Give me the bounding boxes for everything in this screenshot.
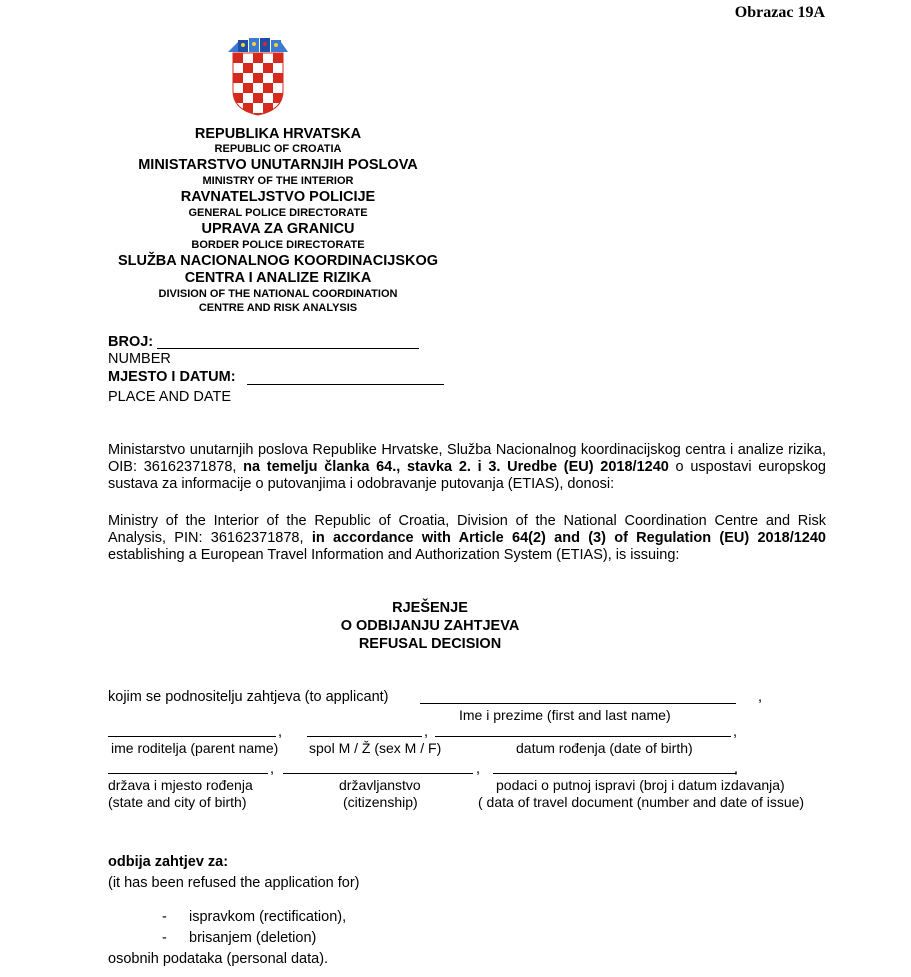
comma: , [734,761,739,777]
intro-en-part-2: establishing a European Travel Information and Authorization System (ETIAS), is issuing: [108,547,680,563]
comma: , [278,724,283,740]
applicant-name-label: Ime i prezime (first and last name) [459,707,671,723]
intro-paragraph-hr [108,442,826,493]
date-of-birth-label: datum rođenja (date of birth) [516,740,693,756]
decision-title-1: RJEŠENJE [392,600,468,616]
number-label: BROJ: [108,334,154,350]
header-line-4: MINISTRY OF THE INTERIOR [202,175,354,187]
comma: , [476,761,481,777]
number-label-en: NUMBER [108,351,171,367]
comma: , [758,689,763,705]
refusal-item-deletion: brisanjem (deletion) [189,930,317,946]
parent-name-field[interactable] [108,736,276,737]
decision-title-2: O ODBIJANJU ZAHTJEVA [340,618,520,634]
place-date-field[interactable] [247,384,444,385]
state-city-of-birth-field[interactable] [108,773,268,774]
intro-hr-part-1: Ministarstvo unutarnjih poslova Republike Hrvatske, Služba Nacionalnog koordinacijskog centra i analize rizika, OIB: 36162371878, [108,442,826,475]
intro-hr-part-2: o uspostavi europskog sustava za informacije o putovanjima i odobravanje putovanja (ETIAS), donosi: [108,459,826,492]
decision-title-3: REFUSAL DECISION [358,636,502,652]
number-field[interactable] [157,348,419,349]
header-line-10: CENTRA I ANALIZE RIZIKA [184,270,372,286]
header-line-6: GENERAL POLICE DIRECTORATE [188,207,368,219]
intro-en-legal-basis: in accordance with Article 64(2) and (3) of Regulation (EU) 2018/1240 [311,530,826,546]
citizenship-label-hr: državljanstvo [339,777,421,793]
intro-hr-legal-basis: na temelju članka 64., stavka 2. i 3. Uredbe (EU) 2018/1240 [243,459,669,475]
comma: , [733,724,738,740]
form-number: Obrazac 19A [734,4,825,21]
parent-name-label: ime roditelja (parent name) [111,740,279,756]
comma: , [270,761,275,777]
sex-label: spol M / Ž (sex M / F) [309,740,442,756]
header-line-12: CENTRE AND RISK ANALYSIS [198,302,358,314]
place-date-label-en: PLACE AND DATE [108,389,232,405]
travel-document-label-hr: podaci o putnoj ispravi (broj i datum izdavanja) [496,777,785,793]
comma: , [424,724,429,740]
intro-en-part-1: Ministry of the Interior of the Republic of Croatia, Division of the National Coordination Centre and Risk Analysis, PIN: 36162371878, [108,513,826,546]
header-line-3: MINISTARSTVO UNUTARNJIH POSLOVA [138,157,418,173]
citizenship-label-en: (citizenship) [343,794,418,810]
header-line-11: DIVISION OF THE NATIONAL COORDINATION [158,288,398,300]
intro-paragraph-en [108,513,826,564]
refusal-tail: osobnih podataka (personal data). [108,951,329,967]
croatian-coat-of-arms-icon [225,36,291,116]
refusal-label-en: (it has been refused the application for) [108,875,360,891]
travel-document-label-en: ( data of travel document (number and date of issue) [478,794,805,810]
refusal-label: odbija zahtjev za: [108,854,229,870]
state-city-label-hr: država i mjesto rođenja [108,777,253,793]
place-date-label: MJESTO I DATUM: [108,369,236,385]
bullet-dash: - [162,909,167,925]
state-city-label-en: (state and city of birth) [108,794,247,810]
header-line-5: RAVNATELJSTVO POLICIJE [180,189,376,205]
header-line-7: UPRAVA ZA GRANICU [201,221,355,237]
sex-field[interactable] [307,736,422,737]
bullet-dash: - [162,930,167,946]
travel-document-field[interactable] [493,773,736,774]
citizenship-field[interactable] [283,773,473,774]
applicant-intro: kojim se podnositelju zahtjeva (to applicant) [108,689,389,705]
header-line-2: REPUBLIC OF CROATIA [214,143,342,155]
date-of-birth-field[interactable] [435,736,731,737]
header-line-8: BORDER POLICE DIRECTORATE [191,239,365,251]
header-line-1: REPUBLIKA HRVATSKA [194,126,362,142]
applicant-name-field[interactable] [420,703,736,704]
header-line-9: SLUŽBA NACIONALNOG KOORDINACIJSKOG [117,253,439,269]
refusal-item-rectification: ispravkom (rectification), [189,909,347,925]
